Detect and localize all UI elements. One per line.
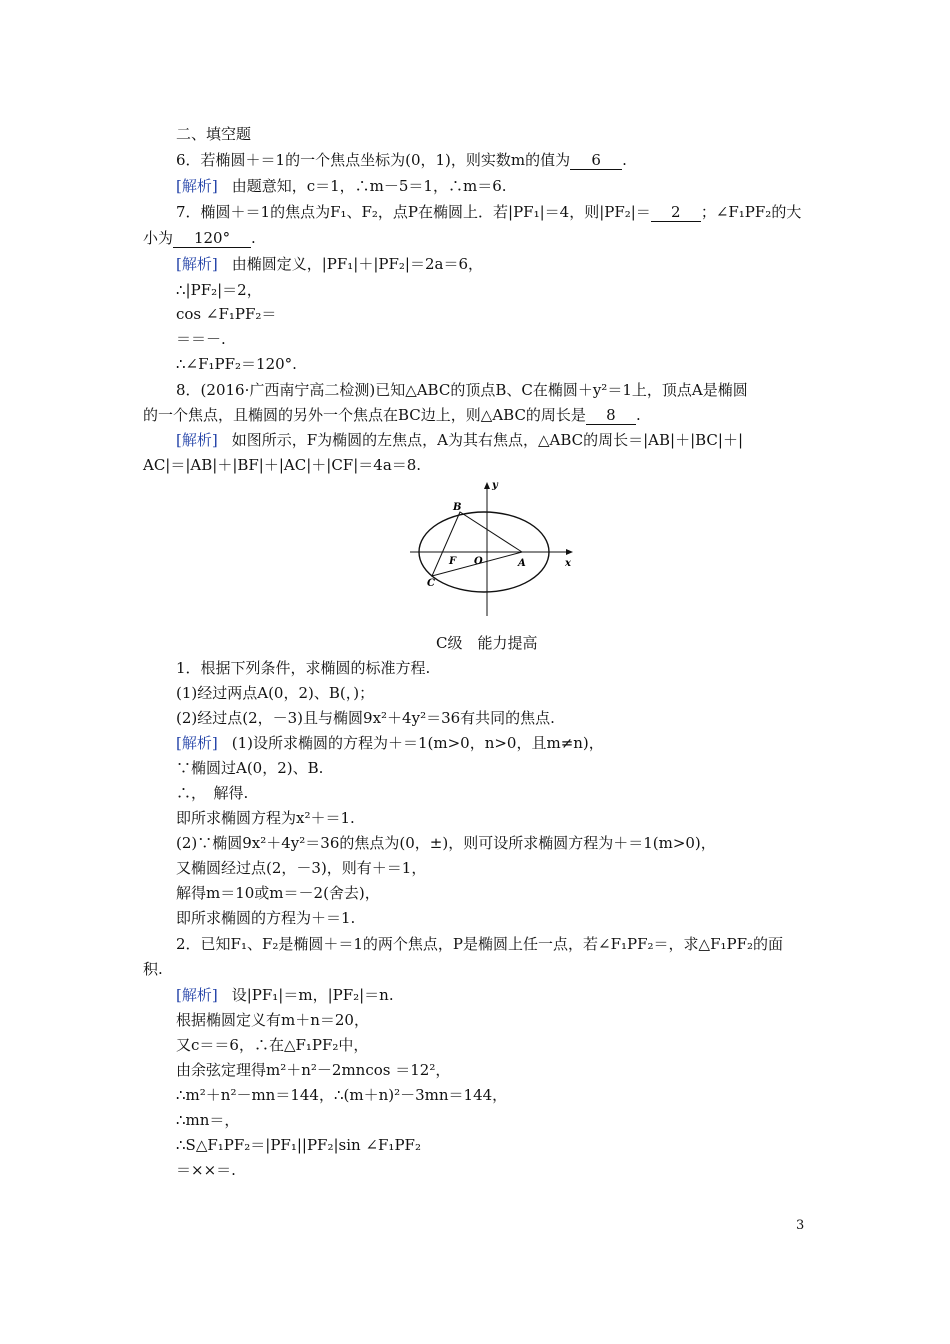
- sc2-line: ∴m²＋n²－mn＝144，∴(m＋n)²－3mn＝144，: [176, 1086, 508, 1104]
- analysis-tag: [解析]: [176, 986, 218, 1004]
- solution-7-line: [解析] 由椭圆定义，|PF₁|＋|PF₂|＝2a＝6，: [176, 255, 483, 273]
- sc2-line: ∴mn＝，: [176, 1111, 240, 1129]
- c1-line: 1．根据下列条件，求椭圆的标准方程.: [176, 659, 431, 677]
- sc2-line: 由余弦定理得m²＋n²－2mncos ＝12²，: [176, 1061, 451, 1079]
- question-8-line2: 的一个焦点，且椭圆的另外一个焦点在BC边上，则△ABC的周长是 8 .: [143, 406, 641, 424]
- sc2-line: 根据椭圆定义有m＋n＝20，: [176, 1011, 369, 1029]
- analysis-tag: [解析]: [176, 255, 218, 273]
- sc1-line: 即所求椭圆方程为x²＋＝1.: [176, 809, 355, 827]
- sc2-line: ＝××＝.: [176, 1161, 236, 1179]
- c1-line: (1)经过两点A(0，2)、B(，)；: [176, 684, 375, 702]
- sc1-line: (2)∵椭圆9x²＋4y²＝36的焦点为(0，±)，则可设所求椭圆方程为＋＝1(m>0)，: [176, 834, 716, 852]
- answer-7a: 2: [651, 204, 701, 222]
- answer-7b: 120°: [173, 230, 251, 248]
- sc2-line: [解析] 设|PF₁|＝m，|PF₂|＝n.: [176, 986, 394, 1004]
- sc2-line: 又c＝＝6，∴在△F₁PF₂中，: [176, 1036, 369, 1054]
- y-axis-arrow: [484, 482, 490, 489]
- ellipse-figure: [405, 478, 580, 618]
- c2-line1: 2．已知F₁、F₂是椭圆＋＝1的两个焦点，P是椭圆上任一点，若∠F₁PF₂＝，求△F₁PF₂的面: [176, 935, 783, 953]
- label-o: O: [474, 556, 483, 567]
- c1-line: (2)经过点(2，－3)且与椭圆9x²＋4y²＝36有共同的焦点.: [176, 709, 555, 727]
- solution-7-line: ＝＝－.: [176, 330, 226, 348]
- sc2-line: ∴S△F₁PF₂＝|PF₁||PF₂|sin ∠F₁PF₂: [176, 1136, 421, 1154]
- answer-6: 6: [570, 152, 622, 170]
- sc1-line: ∵椭圆过A(0，2)、B.: [176, 759, 324, 777]
- label-y: y: [492, 480, 498, 491]
- c2-line2: 积.: [143, 960, 163, 978]
- x-axis-arrow: [566, 549, 573, 555]
- solution-6: [解析] 由题意知，c＝1，∴m－5＝1，∴m＝6.: [176, 177, 507, 195]
- analysis-tag: [解析]: [176, 431, 218, 449]
- analysis-tag: [解析]: [176, 177, 218, 195]
- question-6: 6．若椭圆＋＝1的一个焦点坐标为(0，1)，则实数m的值为 6 .: [176, 151, 627, 169]
- answer-8: 8: [586, 407, 636, 425]
- solution-8-line1: [解析] 如图所示，F为椭圆的左焦点，A为其右焦点，△ABC的周长＝|AB|＋|BC|＋|: [176, 431, 744, 449]
- section-heading-c: C级 能力提高: [436, 634, 538, 652]
- question-8-line1: 8．(2016·广西南宁高二检测)已知△ABC的顶点B、C在椭圆＋y²＝1上，顶点A是椭圆: [176, 381, 748, 399]
- solution-7-line: cos ∠F₁PF₂＝: [176, 305, 277, 323]
- sc1-line: ∴， 解得.: [176, 784, 249, 802]
- question-7-line2: 小为 120° .: [143, 229, 256, 247]
- sc1-line: 又椭圆经过点(2，－3)，则有＋＝1，: [176, 859, 427, 877]
- solution-8-line2: AC|＝|AB|＋|BF|＋|AC|＋|CF|＝4a＝8.: [143, 456, 422, 474]
- label-a: A: [518, 558, 526, 569]
- question-7-line1: 7．椭圆＋＝1的焦点为F₁、F₂，点P在椭圆上．若|PF₁|＝4，则|PF₂|＝ 2 ；∠F₁PF₂的大: [176, 203, 802, 221]
- label-c: C: [427, 578, 435, 589]
- label-f: F: [449, 556, 457, 567]
- solution-7-line: ∴∠F₁PF₂＝120°.: [176, 355, 297, 373]
- sc1-line: 即所求椭圆的方程为＋＝1.: [176, 909, 356, 927]
- analysis-tag: [解析]: [176, 734, 218, 752]
- solution-7-line: ∴|PF₂|＝2，: [176, 281, 262, 299]
- sc1-line: [解析] (1)设所求椭圆的方程为＋＝1(m>0，n>0，且m≠n)，: [176, 734, 604, 752]
- section-heading-fill-in: 二、填空题: [176, 125, 252, 143]
- page-number: 3: [796, 1218, 805, 1233]
- sc1-line: 解得m＝10或m＝－2(舍去)，: [176, 884, 380, 902]
- label-b: B: [453, 502, 462, 513]
- label-x: x: [565, 558, 571, 569]
